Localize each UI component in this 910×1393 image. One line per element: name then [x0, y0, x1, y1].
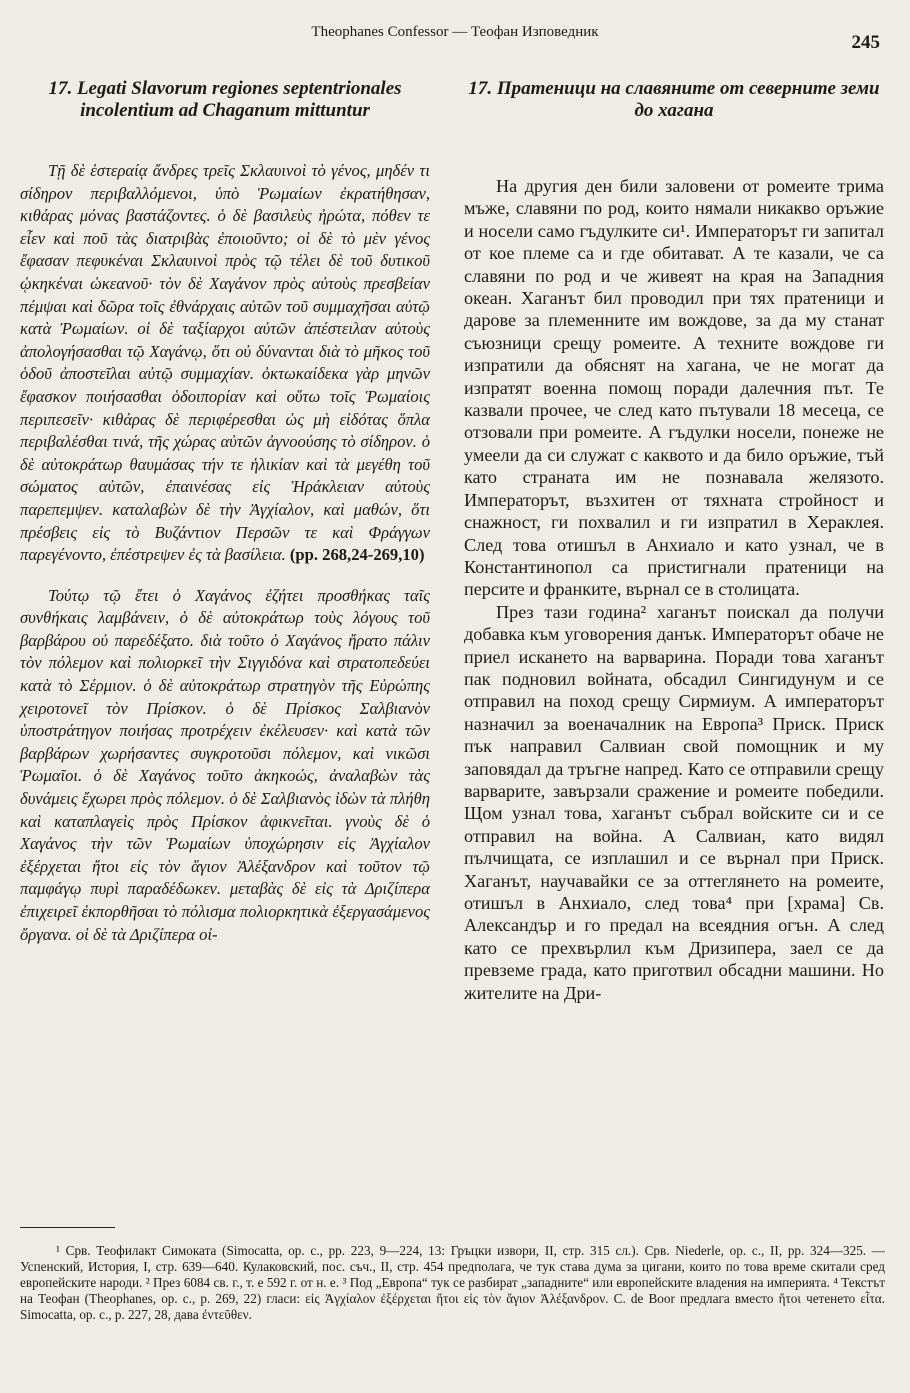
bulgarian-paragraph: На другия ден били заловени от ромеите трима мъже, славяни по род, които нямали никакво оръжие и носели само гъдулките си¹. Императорът ги запитал от кое племе са и где обитават. А те казали, че са славяни по род и че живеят на края на Западния океан. Хаганът бил проводил при тях пратеници и дарове за племенните им вождове, за да му станат съюзници срещу ромеите. А техните вождове ги изпратили да обяснят на хагана, че не могат да изпратят военна помощ поради далечния път. Те казвали прочее, че след като пътували 18 месеца, се отзовали при ромеите. А гъдулки носели, понеже не умеели да си служат с каквото и да било оръжие, тъй като страната им не познавала желязото. Императорът, възхитен от тяхната стройност и снажност, ги похвалил и ги изпратил в Хераклея. След това отишъл в Анхиало и като узнал, че в Константинопол са пристигнали пратеници на персите и франките, върнал се в столицата.	[464, 176, 884, 600]
bulgarian-section-title: 17. Пратеници на славяните от северните земи до хагана	[468, 78, 880, 121]
footnote-text: ¹ Срв. Теофилакт Симоката (Simocatta, op. c., pp. 223, 9—224, 13: Гръцки извори, II, стр. 315 сл.). Срв. Niederle, op. c., II, pp. 324—325. — Успенский, История, I, стр. 639—640. Кулаковский, пос. съч., II, стр. 454 предполага, че тук става дума за цигани, които по това време скитали сред европейските народи. ² През 6084 св. г., т. е 592 г. от н. е. ³ Под „Европа“ тук се разбират „западните“ или европейските владения на империята. ⁴ Текстът на Теофан (Theophanes, op. c., p. 269, 22) гласи: εἰς Ἀγχίαλον ἐξέρχεται ἤτοι εἰς τὸν ἅγιον Ἀλέξανδρον. C. de Boor предлага вместо ἤτοι четенето εἶτα. Simocatta, op. c., p. 227, 28, дава ἐντεῦθεν.	[20, 1243, 885, 1322]
greek-text	[20, 160, 430, 946]
source-reference: (pp. 268,24-269,10)	[289, 545, 425, 565]
greek-paragraph	[20, 160, 430, 567]
greek-paragraph-text: Τῇ δὲ ἑστεραίᾳ ἄνδρες τρεῖς Σκλαυινοὶ τὸ γένος, μηδέν τι σίδηρον περιβαλλόμενοι, ὑπὸ Ῥωμαίων ἐκρατήθησαν, κιθάρας μόνας βαστάζοντες. ὁ δὲ βασιλεὺς ἠρώτα, πόθεν τε εἶεν καὶ ποῦ τὰς διατριβὰς ἐποιοῦντο; οἱ δὲ τὸ μὲν γένος ἔφασαν πεφυκέναι Σκλαυινοὶ πρὸς τῷ τέλει δὲ τοῦ δυτικοῦ ᾠκηκέναι ὠκεανοῦ· τὸν δὲ Χαγάνον πρὸς αὐτοὺς πρεσβείαν πέμψαι καὶ δῶρα τοῖς ἐθνάρχαις αὐτῶν τοῦ συμμαχῆσαι αὐτῷ κατὰ Ῥωμαίων. οἱ δὲ ταξίαρχοι αὐτῶν ἀπέστειλαν αὐτοὺς ἀπολογήσασθαι τῷ Χαγάνῳ, ὅτι οὐ δύνανται διὰ τὸ μῆκος τοῦ ὁδοῦ ἀποστεῖλαι αὐτῷ συμμαχίαν. ὀκτωκαίδεκα γὰρ μηνῶν ἔφασκον ποιήσασθαι ὁδοιπορίαν καὶ οὕτω τοῖς Ῥωμαίοις περιπεσεῖν· κιθάρας δὲ περιφέρεσθαι ὡς μὴ εἰδότας ὅπλα περιβαλέσθαι τινά, τῆς χώρας αὐτῶν ἀγνοούσης τὸ σίδηρον. ὁ δὲ αὐτοκράτωρ θαυμάσας τήν τε ἡλικίαν καὶ τὰ μεγέθη τοῦ σώματος αὐτῶν, ἐπαινέσας εἰς Ἡράκλειαν αὐτοὺς παρεπεμψεν. καταλαβὼν δὲ τὴν Ἀγχίαλον, καὶ μαθών, ὅτι πρέσβεις εἰς τὸ Βυζάντιον Περσῶν τε καὶ Φράγγων παρεγένοντο, ἐπέστρεψεν ἐς τὰ βασίλεια.	[20, 161, 430, 565]
bulgarian-column	[464, 78, 884, 1004]
running-head: Theophanes Confessor — Теофан Изповедник	[311, 24, 599, 40]
footnotes	[20, 1243, 885, 1323]
greek-column	[20, 78, 430, 964]
latin-section-title: 17. Legati Slavorum regiones septentrionales incolentium ad Chaganum mittuntur	[48, 78, 402, 121]
footnote-divider	[20, 1227, 115, 1228]
bulgarian-paragraph: През тази година² хаганът поискал да получи добавка към уговорения данък. Императорът обаче не приел искането на варварина. Поради това хаганът пак подновил войната, обсадил Сингидунум и се отправил на поход срещу Сирмиум. А императорът назначил за военачалник на Европа³ Приск. Приск пък направил Салвиан свой помощник и му заповядал да тръгне напред. Като се отправили срещу варварите, завързали сражение и ромеите победили. Щом узнал това, хаганът събрал войските си и се отправил на война. А Салвиан, като видял пълчищата, се изплашил и се върнал при Приск. Хаганът, научавайки се за оттеглянето на ромеите, отишъл в Анхиало, след това⁴ при [храма] Св. Александър и го предал на всеядния огън. А след като се прехвърлил към Дризипера, заел се да превземе града, като приготвил обсадни машини. Но жителите на Дри-	[464, 601, 884, 1003]
page-number: 245	[851, 32, 880, 53]
greek-paragraph: Τούτῳ τῷ ἔτει ὁ Χαγάνος ἐζήτει προσθήκας ταῖς συνθήκαις λαμβάνειν, ὁ δὲ αὐτοκράτωρ τοὺς λόγους τοῦ βαρβάρου οὐ παρεδέξατο. διὰ τοῦτο ὁ Χαγάνος ἤρατο πάλιν τὸν πόλεμον καὶ πολιορκεῖ τὴν Σιγγιδόνα καὶ στρατοπεδεύει κατὰ τὸ Σέρμιον. ὁ δὲ αὐτοκράτωρ στρατηγὸν τῆς Εὐρώπης χειροτονεῖ τὸν Πρίσκον. ὁ δὲ Πρίσκος Σαλβιανὸν ὑποστράτηγον ποιήσας προτρέχειν ἐκέλευσεν· καὶ κατὰ τῶν βαρβάρων χωρήσαντες συγκροτοῦσι πόλεμον, καὶ νικῶσι Ῥωμαῖοι. ὁ δὲ Χαγάνος τοῦτο ἀκηκοώς, ἀναλαβὼν τὰς δυνάμεις ἔχωρει πρὸς πόλεμον. ὁ δὲ Σαλβιανὸς ἰδὼν τὰ πλήθη καὶ καταπλαγεὶς πρὸς Πρίσκον ἀφικνεῖται. γνοὺς δὲ ὁ Χαγάνος τὴν τῶν Ῥωμαίων ὑποχώρησιν εἰς Ἀγχίαλον ἐξέρχεται ἤτοι εἰς τὸν ἅγιον Ἀλέξανδρον καὶ τοῦτον τῷ παμφάγῳ πυρὶ παραδέδωκεν. μεταβὰς δὲ εἰς τὰ Δριζίπερα ἐπιχειρεῖ ἐκπορθῆσαι τὸ πόλισμα πολιορκητικὰ ἐξεργασάμενος ὄργανα. οἱ δὲ τὰ Δριζίπερα οἰ-	[20, 585, 430, 944]
bulgarian-text	[464, 175, 884, 1004]
